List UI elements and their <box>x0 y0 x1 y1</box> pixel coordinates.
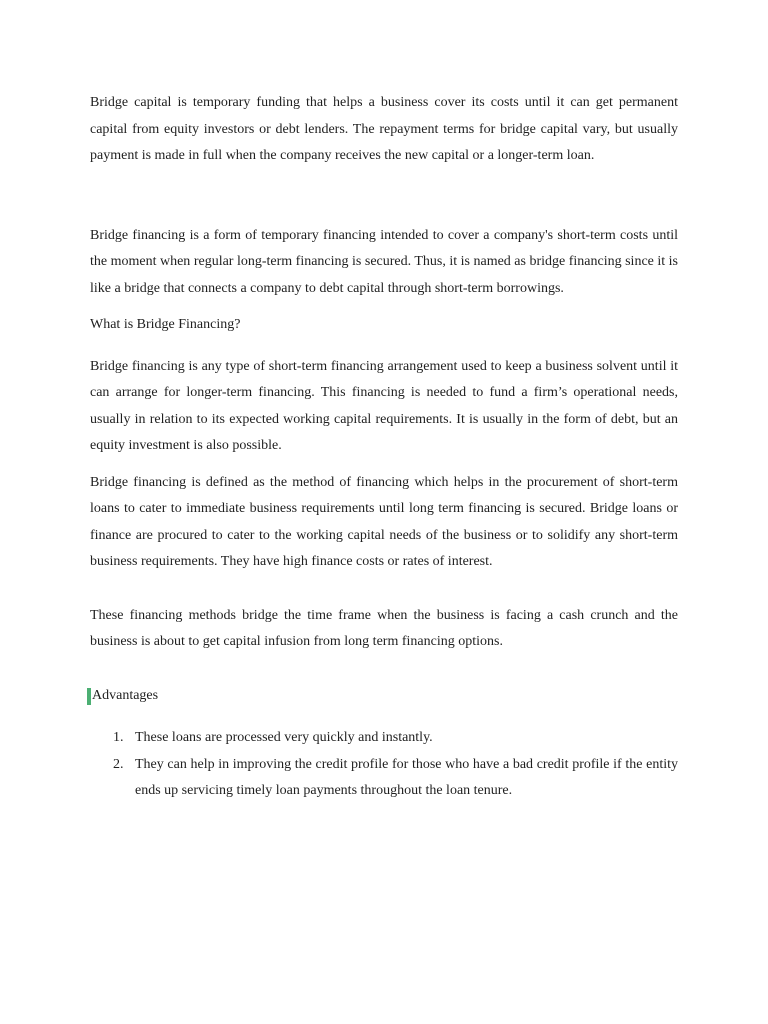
list-item-text: They can help in improving the credit profile for those who have a bad credit profile if the entity ends up servicing timely loan payments throughout the loan tenure. <box>135 756 678 798</box>
list-item <box>90 752 678 805</box>
section-question-heading: What is Bridge Financing? <box>90 317 241 332</box>
paragraph-short-term-arrangement: Bridge financing is any type of short-term financing arrangement used to keep a business solvent until it can arrange for longer-term financing. This financing is needed to fund a firm’s operational needs, usually in relation to its expected working capital requirements. It is usually in the form of debt, but an equity investment is also possible. <box>90 358 678 453</box>
document-page <box>90 90 678 805</box>
list-item <box>90 725 678 752</box>
advantages-list <box>90 725 678 805</box>
heading-accent-bar <box>87 688 91 705</box>
paragraph-bridge-financing-definition: Bridge financing is a form of temporary financing intended to cover a company's short-term costs until the moment when regular long-term financing is secured. Thus, it is named as bridge financing since it is like a bridge that connects a company to debt capital through short-term borrowings. <box>90 227 678 296</box>
paragraph-bridge-capital: Bridge capital is temporary funding that helps a business cover its costs until it can get permanent capital from equity investors or debt lenders. The repayment terms for bridge capital vary, but usually payment is made in full when the company receives the new capital or a longer-term loan. <box>90 95 678 163</box>
list-item-number: 1. <box>113 730 124 745</box>
advantages-heading-text: Advantages <box>92 687 159 703</box>
list-item-text: These loans are processed very quickly and instantly. <box>135 730 433 745</box>
paragraph-method-of-financing: Bridge financing is defined as the method of financing which helps in the procurement of short-term loans to cater to immediate business requirements until long term financing is secured. Bridge loans or finance are procured to cater to the working capital needs of the business or to solidify any short-term business requirements. They have high finance costs or rates of interest. <box>90 474 678 569</box>
list-item-number: 2. <box>113 756 124 772</box>
advantages-heading <box>90 683 678 710</box>
paragraph-time-frame: These financing methods bridge the time frame when the business is facing a cash crunch and the business is about to get capital infusion from long term financing options. <box>90 607 678 649</box>
